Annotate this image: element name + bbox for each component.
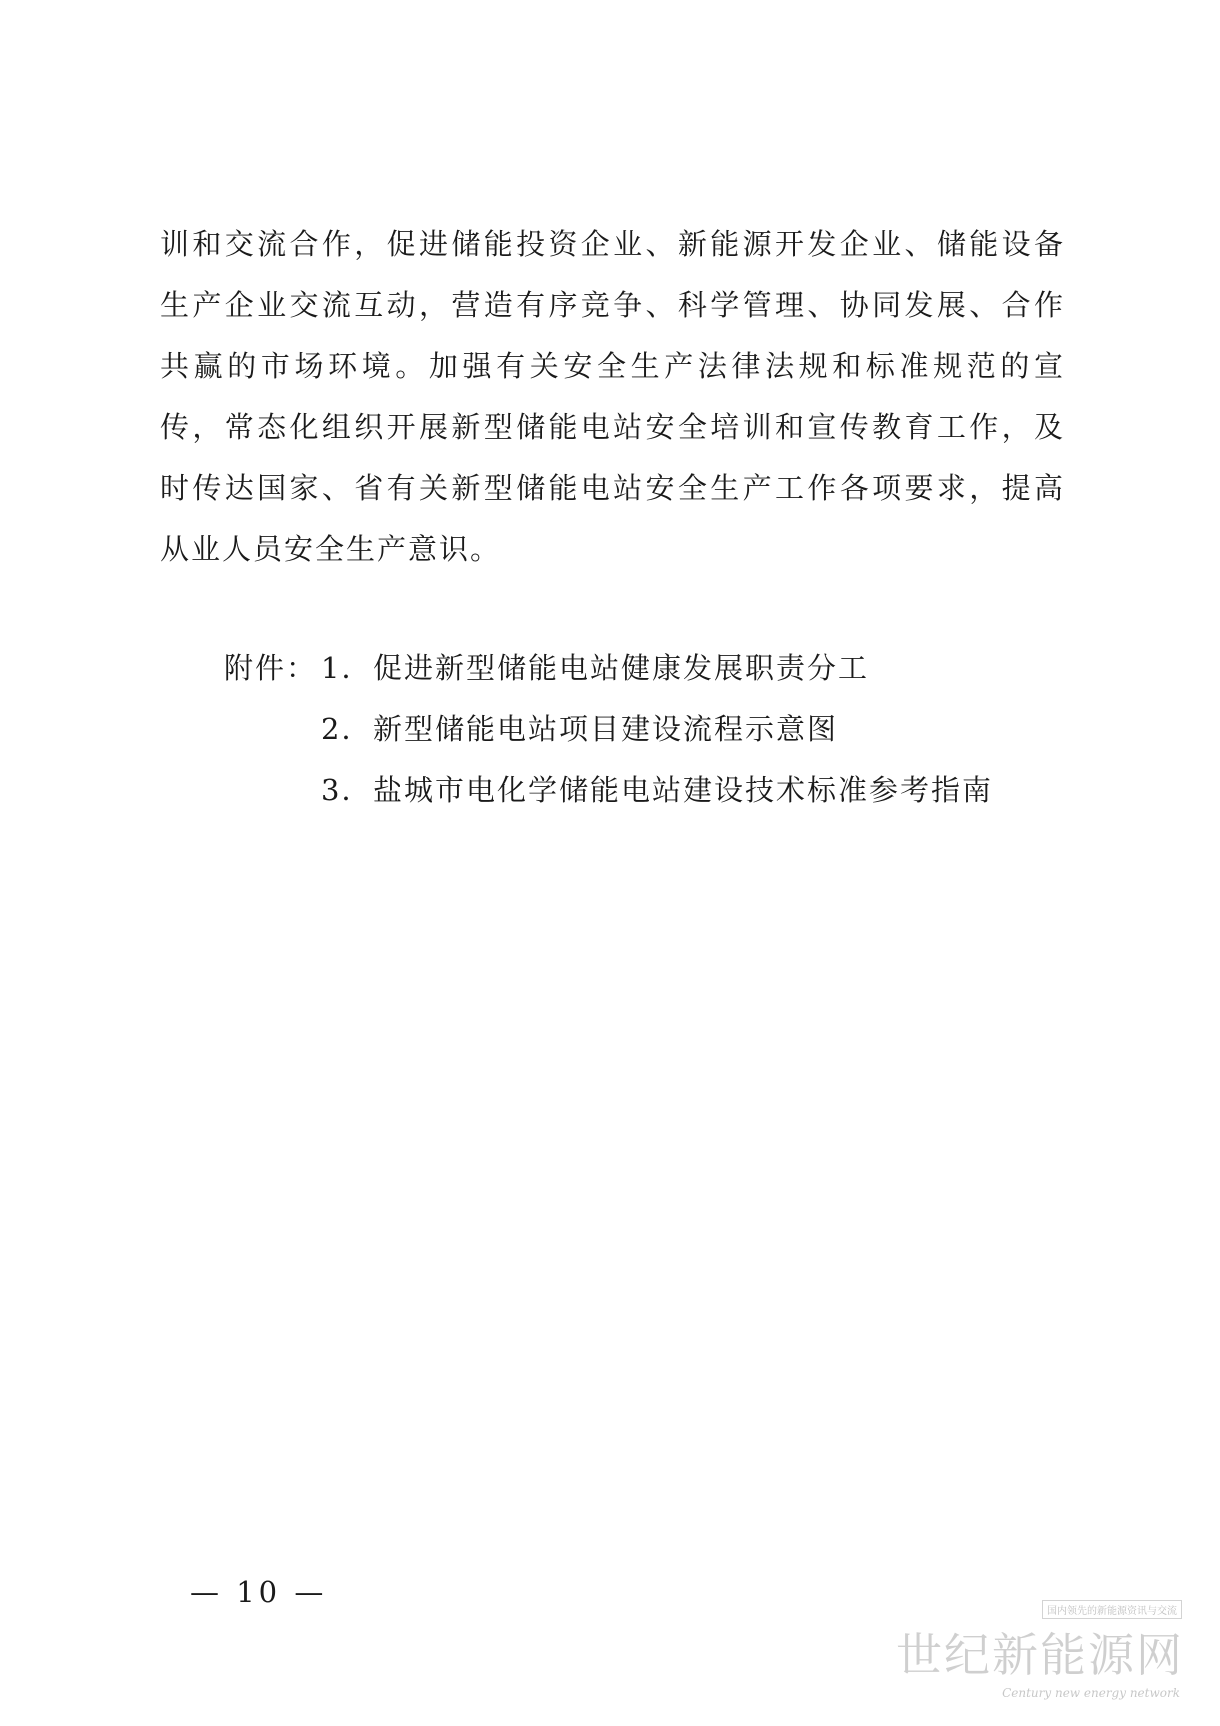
body-line: 生产企业交流互动，营造有序竞争、科学管理、协同发展、合作 bbox=[160, 288, 1065, 322]
attachment-number: 1． bbox=[321, 651, 373, 685]
watermark-title: 世纪新能源网 bbox=[896, 1628, 1184, 1682]
body-line: 训和交流合作，促进储能投资企业、新能源开发企业、储能设备 bbox=[160, 227, 1065, 261]
attachment-item-1 bbox=[224, 638, 1084, 699]
attachment-number: 2． bbox=[321, 712, 373, 746]
body-line: 共赢的市场环境。加强有关安全生产法律法规和标准规范的宣 bbox=[160, 349, 1065, 383]
attachments-label: 附件： bbox=[224, 651, 318, 685]
attachments-list bbox=[224, 638, 1084, 821]
attachment-number: 3． bbox=[321, 773, 373, 807]
body-line: 时传达国家、省有关新型储能电站安全生产工作各项要求，提高 bbox=[160, 471, 1065, 505]
watermark-subtitle: Century new energy network bbox=[1002, 1686, 1180, 1700]
watermark-logo bbox=[896, 1600, 1184, 1712]
body-line: 传，常态化组织开展新型储能电站安全培训和宣传教育工作，及 bbox=[160, 410, 1065, 444]
attachment-item-3 bbox=[224, 760, 1084, 821]
attachment-title: 盐城市电化学储能电站建设技术标准参考指南 bbox=[373, 773, 994, 807]
watermark-tagline: 国内领先的新能源资讯与交流 bbox=[1042, 1600, 1182, 1619]
attachment-item-2 bbox=[224, 699, 1084, 760]
attachments-label-spacer bbox=[224, 699, 321, 760]
attachment-title: 促进新型储能电站健康发展职责分工 bbox=[373, 651, 870, 685]
attachment-title: 新型储能电站项目建设流程示意图 bbox=[373, 712, 839, 746]
body-line-last: 从业人员安全生产意识。 bbox=[160, 532, 502, 566]
page-number: — 10 — bbox=[190, 1575, 328, 1609]
attachments-label-spacer bbox=[224, 760, 321, 821]
body-paragraph bbox=[160, 214, 1065, 580]
